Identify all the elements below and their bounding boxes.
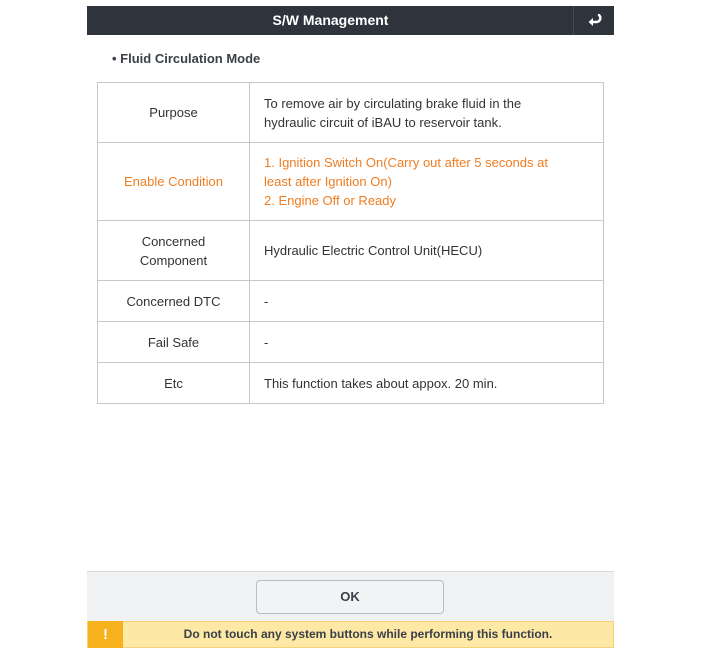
label-line: Component <box>139 252 208 268</box>
row-label: Concerned DTC <box>98 281 250 322</box>
table-row-fail-safe <box>98 322 604 363</box>
return-arrow-icon <box>586 14 602 28</box>
label-line: Concerned <box>141 233 206 249</box>
table-row-etc <box>98 363 604 404</box>
row-label: Fail Safe <box>98 322 250 363</box>
row-value <box>250 83 604 143</box>
back-button[interactable] <box>573 6 614 35</box>
exclamation-icon: ! <box>88 621 123 648</box>
table-row-concerned-component <box>98 221 604 281</box>
value-line: 2. Engine Off or Ready <box>264 193 397 208</box>
value-line: least after Ignition On) <box>264 174 392 189</box>
table-row-enable-condition <box>98 143 604 221</box>
footer-bar <box>87 571 614 622</box>
value-line: 1. Ignition Switch On(Carry out after 5 seconds at <box>264 155 548 170</box>
row-value: Hydraulic Electric Control Unit(HECU) <box>250 221 604 281</box>
table-row-purpose <box>98 83 604 143</box>
row-value: This function takes about appox. 20 min. <box>250 363 604 404</box>
info-table <box>97 82 604 404</box>
header-bar <box>87 6 614 35</box>
row-label: Purpose <box>98 83 250 143</box>
row-label <box>98 221 250 281</box>
row-value <box>250 143 604 221</box>
warning-text: Do not touch any system buttons while performing this function. <box>183 627 553 641</box>
sw-management-dialog <box>87 6 614 649</box>
row-value: - <box>250 281 604 322</box>
ok-button[interactable]: OK <box>256 580 444 614</box>
warning-banner <box>87 621 614 648</box>
row-label: Etc <box>98 363 250 404</box>
table-row-concerned-dtc <box>98 281 604 322</box>
value-line: hydraulic circuit of iBAU to reservoir tank. <box>264 114 502 130</box>
row-value: - <box>250 322 604 363</box>
header-title: S/W Management <box>272 12 389 28</box>
row-label: Enable Condition <box>98 143 250 221</box>
value-line: To remove air by circulating brake fluid in the <box>264 95 522 111</box>
section-title: • Fluid Circulation Mode <box>112 51 261 66</box>
